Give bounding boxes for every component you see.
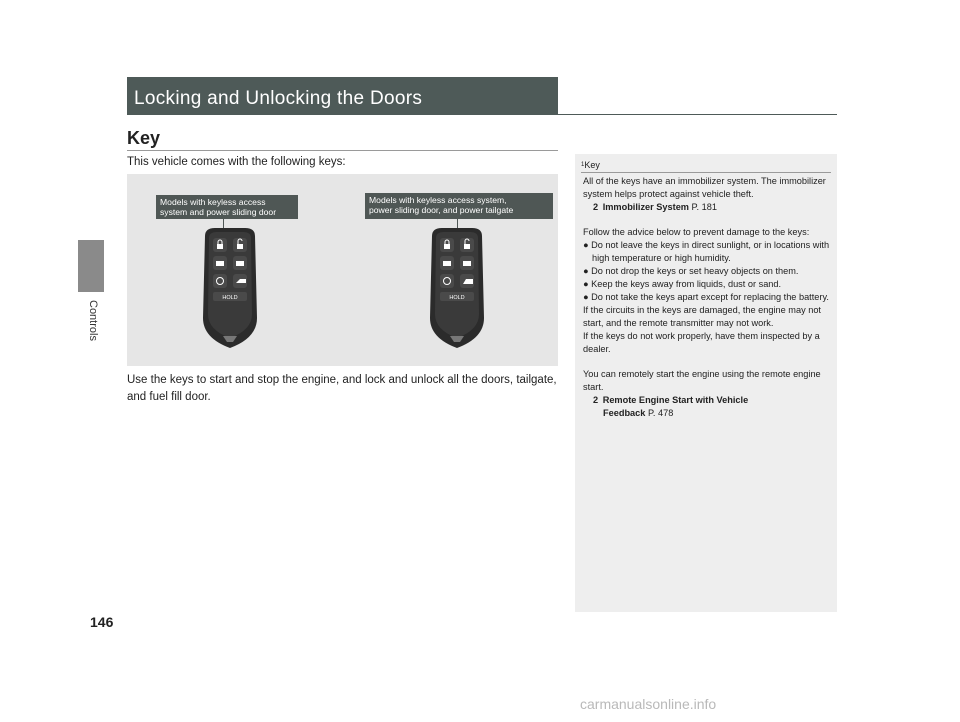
reference-immobilizer[interactable]	[583, 201, 833, 214]
reference-title: Feedback	[603, 408, 646, 418]
bullet-item: ● Do not drop the keys or set heavy objects on them.	[583, 266, 799, 276]
bullet-item: ● Do not take the keys apart except for replacing the battery.	[583, 292, 829, 302]
note-title-text: Key	[584, 160, 600, 170]
reference-page: P. 478	[647, 408, 674, 418]
bullet-item: ● Keep the keys away from liquids, dust or sand.	[583, 279, 782, 289]
page-number: 146	[90, 614, 114, 630]
callout-line: power sliding door, and power tailgate	[369, 205, 514, 215]
key-fob-sliding-door	[197, 226, 263, 350]
chapter-tab	[78, 240, 104, 292]
side-note-panel	[575, 154, 837, 612]
page-title-banner	[127, 77, 558, 115]
hold-label: HOLD	[449, 295, 465, 301]
bullet-item: ● Do not leave the keys in direct sunlight, or in locations with high temperature or high humidity.	[583, 240, 830, 263]
callout-keyless-tailgate	[365, 193, 553, 219]
chapter-label: Controls	[87, 300, 99, 341]
note-paragraph: You can remotely start the engine using the remote engine start.	[583, 369, 821, 392]
reference-page: P. 181	[691, 202, 717, 212]
reference-arrow-icon: 2	[593, 202, 599, 212]
reference-arrow-icon: 2	[593, 395, 599, 405]
reference-title: Immobilizer System	[602, 202, 689, 212]
side-note-title	[581, 159, 600, 172]
remote-start-icon	[440, 274, 454, 288]
section-heading: Key	[127, 128, 161, 148]
callout-line: system and power sliding door	[160, 207, 277, 217]
reference-title: Remote Engine Start with Vehicle	[602, 395, 749, 405]
note-paragraph: If the keys do not work properly, have them inspected by a dealer.	[583, 331, 820, 354]
remote-start-icon	[213, 274, 227, 288]
intro-text: This vehicle comes with the following keys:	[127, 156, 346, 168]
callout-line: Models with keyless access system,	[369, 195, 507, 205]
title-rule	[558, 114, 837, 115]
note-paragraph: All of the keys have an immobilizer system. The immobilizer system helps protect against vehicle theft.	[583, 176, 826, 199]
hold-label: HOLD	[222, 295, 238, 301]
side-note-content	[583, 175, 833, 420]
body-paragraph: Use the keys to start and stop the engine, and lock and unlock all the doors, tailgate, and fuel fill door.	[127, 374, 557, 403]
note-number: 1	[581, 162, 585, 168]
note-paragraph: Follow the advice below to prevent damage to the keys:	[583, 227, 810, 237]
section-rule	[127, 150, 558, 151]
key-figure	[127, 174, 558, 366]
page-title: Locking and Unlocking the Doors	[134, 88, 423, 109]
key-fob-power-tailgate	[424, 226, 490, 350]
side-note-rule	[581, 172, 831, 173]
reference-remote-start[interactable]	[583, 394, 833, 407]
callout-line: Models with keyless access	[160, 197, 266, 207]
watermark: carmanualsonline.info	[580, 696, 717, 712]
callout-keyless-sliding	[156, 195, 298, 219]
note-paragraph: If the circuits in the keys are damaged, the engine may not start, and the remote transmitter may not work.	[583, 305, 821, 328]
reference-remote-start-line2[interactable]	[583, 407, 833, 420]
